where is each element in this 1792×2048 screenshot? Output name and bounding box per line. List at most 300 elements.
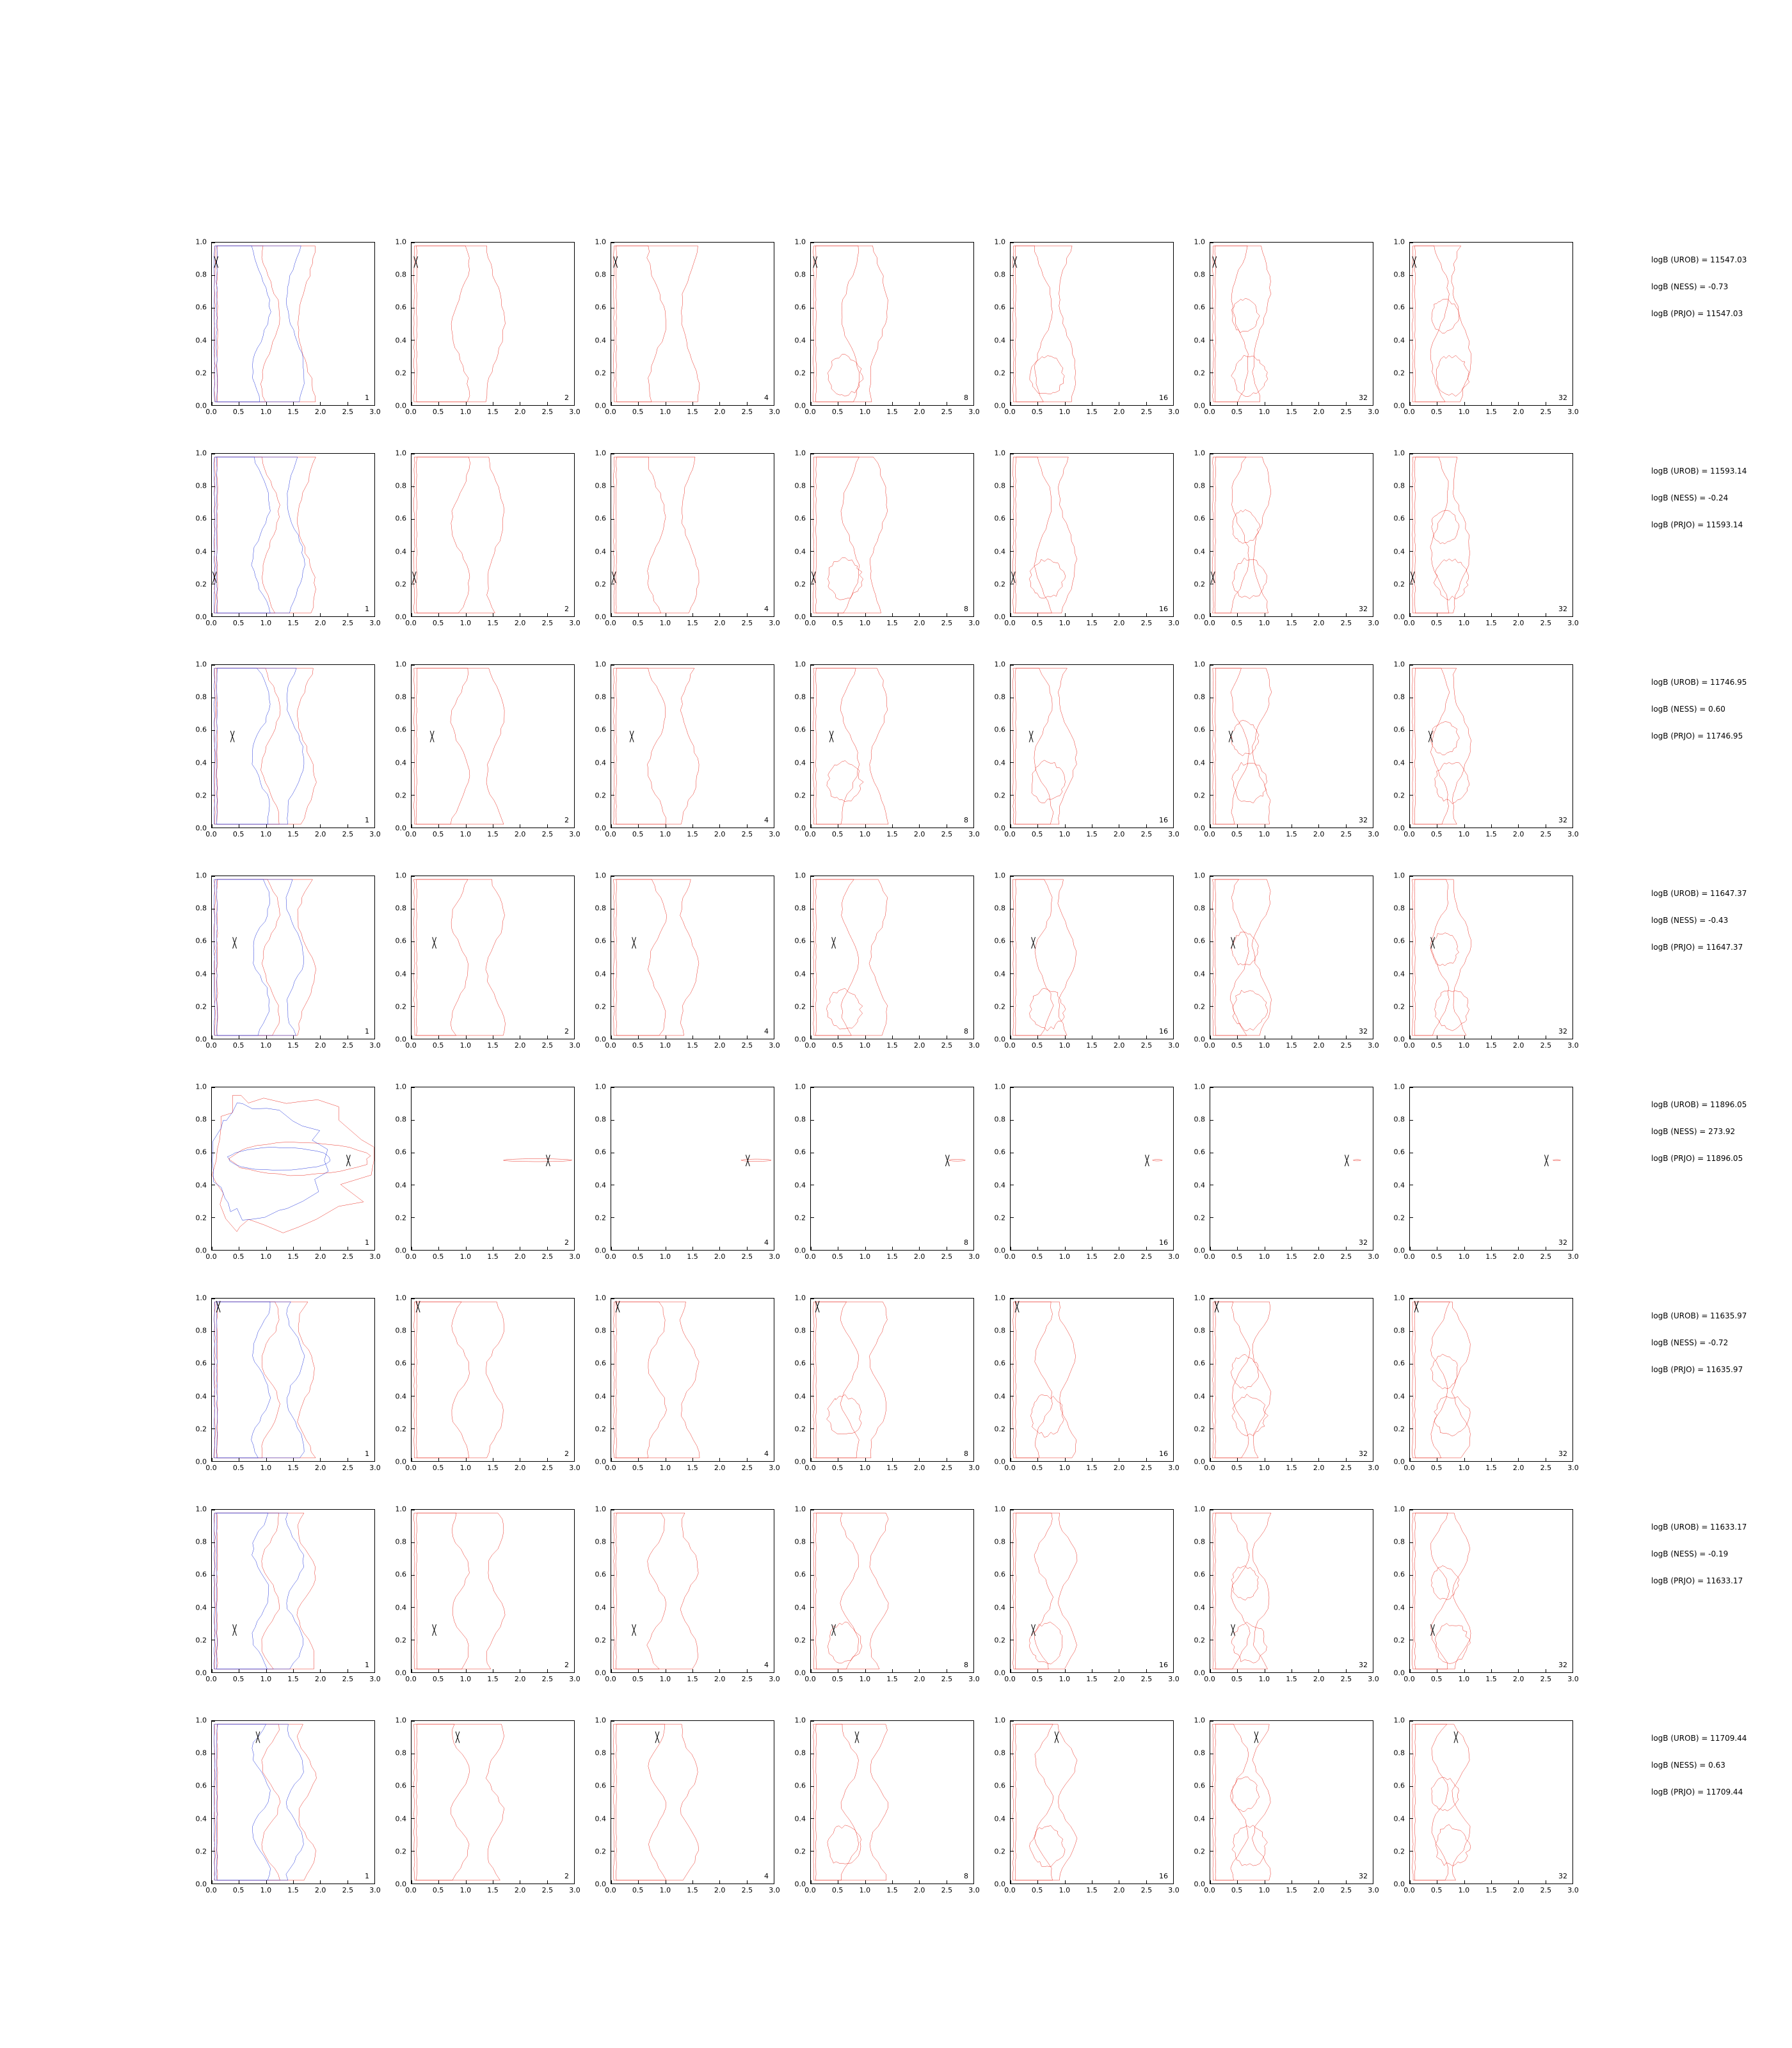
logb-prjo-label: logB (PRJO) = 11647.37 (1651, 943, 1743, 952)
subplot-r5-c4 (794, 1082, 980, 1261)
axes-frame (611, 1298, 774, 1462)
maximum-marker (412, 454, 574, 616)
x-tick (747, 613, 748, 616)
maximum-marker (811, 1299, 973, 1461)
x-tick-label: 2.5 (1540, 1886, 1552, 1894)
y-tick-label: 0.6 (595, 1570, 606, 1579)
x-tick-label: 3.0 (1567, 1041, 1579, 1050)
x-tick-label: 1.5 (1286, 1464, 1297, 1472)
y-tick-label: 0.8 (595, 270, 606, 279)
x-tick-label: 3.0 (369, 1886, 381, 1894)
y-tick-label: 1.0 (794, 1082, 806, 1091)
x-tick-labels (605, 406, 780, 420)
x-tick-label: 2.0 (514, 619, 526, 627)
y-tick (611, 1786, 614, 1787)
y-tick-label: 0.4 (595, 1603, 606, 1612)
x-tick (1491, 1880, 1492, 1884)
x-tick-label: 3.0 (1168, 1464, 1180, 1472)
x-tick (865, 402, 866, 405)
logb-ness-label: logB (NESS) = -0.43 (1651, 916, 1729, 925)
x-tick-label: 2.0 (1113, 1886, 1125, 1894)
x-tick-label: 1.5 (1485, 1464, 1497, 1472)
x-tick-label: 3.0 (968, 619, 980, 627)
y-tick-label: 1.0 (595, 871, 606, 880)
y-tick-labels (984, 660, 1010, 833)
y-tick-label: 0.8 (195, 1748, 207, 1757)
x-tick (1346, 1458, 1347, 1461)
x-tick-label: 3.0 (769, 1041, 780, 1050)
x-tick-label: 1.0 (859, 1886, 871, 1894)
x-tick (574, 402, 575, 405)
y-tick (1210, 519, 1213, 520)
y-tick-label: 0.0 (195, 1457, 207, 1466)
x-tick-label: 0.5 (232, 1675, 244, 1683)
x-tick-label: 0.0 (605, 1886, 616, 1894)
y-tick-label: 0.4 (195, 1181, 207, 1190)
x-tick (1318, 1247, 1319, 1250)
x-tick-label: 3.0 (968, 1675, 980, 1683)
x-tick (692, 824, 693, 828)
y-tick-label: 0.4 (1393, 1392, 1405, 1401)
y-tick (1410, 876, 1413, 877)
x-tick (1572, 1458, 1573, 1461)
x-tick-labels (1404, 406, 1579, 420)
x-tick-label: 0.5 (1031, 830, 1043, 838)
y-tick (1011, 1851, 1014, 1852)
y-tick (1410, 1217, 1413, 1218)
y-tick-label: 0.4 (794, 1392, 806, 1401)
y-tick-label: 1.0 (994, 449, 1005, 458)
y-tick (212, 941, 215, 942)
x-tick-label: 3.0 (769, 1675, 780, 1683)
x-tick (973, 824, 974, 828)
x-tick-label: 2.0 (1512, 830, 1524, 838)
y-tick-label: 1.0 (1393, 660, 1405, 669)
subplot-level-label: 4 (764, 816, 769, 824)
axes-frame (611, 1509, 774, 1673)
y-tick-label: 0.6 (1393, 1359, 1405, 1368)
x-tick (466, 824, 467, 828)
x-tick-label: 2.5 (941, 1041, 953, 1050)
x-tick (374, 1036, 375, 1039)
axes-frame (411, 1509, 575, 1673)
y-tick-label: 0.8 (1393, 1326, 1405, 1335)
x-tick (1237, 1669, 1238, 1672)
x-tick-label: 1.5 (886, 830, 898, 838)
y-tick-label: 1.0 (195, 449, 207, 458)
x-tick-labels (205, 1462, 381, 1476)
y-tick (611, 372, 614, 373)
y-tick-label: 0.2 (195, 791, 207, 800)
x-tick-label: 0.0 (1404, 1464, 1415, 1472)
x-tick (574, 613, 575, 616)
y-tick-label: 0.6 (994, 1148, 1005, 1156)
x-tick-label: 1.0 (460, 408, 472, 416)
x-tick-label: 0.5 (632, 408, 644, 416)
y-tick-label: 0.8 (1393, 1537, 1405, 1546)
x-tick-label: 0.5 (432, 408, 444, 416)
y-tick (811, 1607, 814, 1608)
x-tick-label: 2.0 (913, 1886, 925, 1894)
x-tick (1572, 1036, 1573, 1039)
y-tick (1410, 1607, 1413, 1608)
x-tick (865, 1880, 866, 1884)
y-tick-label: 0.0 (595, 1668, 606, 1677)
x-tick-label: 2.0 (714, 1041, 726, 1050)
x-tick-label: 3.0 (968, 1886, 980, 1894)
y-tick (611, 551, 614, 552)
row-annotation-r6 (1651, 1312, 1747, 1393)
x-tick-label: 0.0 (1004, 1886, 1016, 1894)
y-tick-label: 0.2 (1194, 1425, 1205, 1434)
y-tick (212, 1331, 215, 1332)
subplot-level-label: 32 (1558, 394, 1567, 402)
y-tick-label: 0.4 (195, 758, 207, 767)
x-tick-label: 0.0 (1404, 1252, 1415, 1261)
y-tick (212, 1575, 215, 1576)
x-tick-label: 1.5 (487, 1675, 499, 1683)
subplot-r1-c7 (1393, 237, 1579, 416)
x-tick-label: 0.0 (1004, 1464, 1016, 1472)
y-tick-label: 0.8 (195, 1115, 207, 1124)
y-tick-label: 0.0 (794, 1880, 806, 1889)
y-tick (412, 762, 415, 763)
y-tick-label: 0.8 (1393, 481, 1405, 490)
x-tick-label: 2.0 (1512, 1252, 1524, 1261)
axes-frame (1010, 1509, 1174, 1673)
x-tick-label: 1.5 (1086, 1886, 1098, 1894)
x-tick-label: 1.5 (287, 408, 299, 416)
maximum-marker (1210, 1721, 1373, 1884)
y-tick-label: 0.8 (794, 1748, 806, 1757)
maximum-marker (412, 876, 574, 1039)
x-tick-label: 1.5 (1086, 1041, 1098, 1050)
y-tick-label: 1.0 (395, 1505, 406, 1514)
y-tick (1210, 1087, 1213, 1088)
axes-frame (1210, 1087, 1373, 1251)
x-tick-label: 0.0 (605, 1464, 616, 1472)
maximum-marker (611, 1299, 774, 1461)
subplot-r3-c6 (1194, 660, 1379, 838)
x-tick-label: 3.0 (968, 1252, 980, 1261)
y-tick (212, 1087, 215, 1088)
y-tick-label: 0.0 (1194, 1668, 1205, 1677)
x-tick-label: 1.5 (1086, 619, 1098, 627)
x-tick-labels (804, 1462, 980, 1476)
subplot-r3-c3 (595, 660, 780, 838)
x-tick (374, 1247, 375, 1250)
x-tick-label: 1.0 (859, 1675, 871, 1683)
axes-frame (1010, 664, 1174, 828)
x-tick-label: 0.5 (432, 1041, 444, 1050)
x-tick-label: 0.5 (1430, 408, 1443, 416)
y-tick-label: 0.8 (595, 1537, 606, 1546)
x-tick (293, 1458, 294, 1461)
axes-frame (411, 876, 575, 1039)
y-tick-label: 0.4 (195, 1814, 207, 1823)
subplot-r3-c1 (195, 660, 381, 838)
maximum-marker (1210, 876, 1373, 1039)
x-tick-label: 1.5 (287, 1675, 299, 1683)
x-tick-labels (1004, 1462, 1180, 1476)
axes-frame (810, 453, 974, 617)
subplot-level-label: 1 (365, 1450, 369, 1458)
y-tick-label: 1.0 (395, 237, 406, 246)
x-tick-label: 0.5 (232, 1886, 244, 1894)
x-tick (1572, 1880, 1573, 1884)
x-tick-label: 1.0 (1059, 1464, 1071, 1472)
y-tick (412, 519, 415, 520)
x-tick-label: 0.5 (1031, 1252, 1043, 1261)
subplot-level-label: 2 (564, 1872, 569, 1880)
x-tick (1237, 824, 1238, 828)
y-tick-label: 1.0 (994, 660, 1005, 669)
x-tick-label: 1.5 (1086, 830, 1098, 838)
x-tick-label: 0.0 (605, 408, 616, 416)
x-tick-label: 1.0 (260, 408, 272, 416)
subplot-level-label: 16 (1159, 1661, 1168, 1669)
y-tick-label: 0.0 (595, 1035, 606, 1044)
y-tick (611, 973, 614, 974)
y-tick-label: 0.6 (395, 1570, 406, 1579)
logb-urob-label: logB (UROB) = 11593.14 (1651, 467, 1747, 476)
x-tick-label: 3.0 (1368, 1041, 1379, 1050)
y-tick (1011, 1217, 1014, 1218)
y-tick-label: 0.4 (595, 1392, 606, 1401)
x-tick (747, 1036, 748, 1039)
x-tick-label: 1.0 (1258, 830, 1270, 838)
subplot-level-label: 16 (1159, 1450, 1168, 1458)
x-tick-label: 0.0 (1404, 830, 1415, 838)
x-tick (1518, 1880, 1519, 1884)
x-tick (1464, 1458, 1465, 1461)
x-tick-label: 0.0 (205, 1675, 217, 1683)
x-tick-label: 0.5 (432, 1886, 444, 1894)
y-tick (811, 1721, 814, 1722)
x-tick (973, 1458, 974, 1461)
y-tick (1410, 551, 1413, 552)
y-tick-label: 0.4 (994, 336, 1005, 345)
x-tick (1237, 1880, 1238, 1884)
x-tick-label: 2.5 (1540, 408, 1552, 416)
y-tick-label: 0.0 (395, 1668, 406, 1677)
x-tick-label: 0.5 (831, 830, 844, 838)
row-annotation-r4 (1651, 890, 1747, 970)
subplot-r6-c1 (195, 1293, 381, 1472)
y-tick (611, 1217, 614, 1218)
y-tick-label: 0.2 (1393, 369, 1405, 378)
y-tick-label: 1.0 (395, 660, 406, 669)
y-tick-label: 1.0 (395, 449, 406, 458)
x-tick-label: 0.0 (205, 830, 217, 838)
y-tick-label: 0.2 (595, 1425, 606, 1434)
y-tick (1011, 762, 1014, 763)
y-tick (1410, 1087, 1413, 1088)
logb-prjo-label: logB (PRJO) = 11633.17 (1651, 1576, 1743, 1585)
y-tick (1011, 1607, 1014, 1608)
x-tick-label: 3.0 (1368, 1886, 1379, 1894)
x-tick-label: 2.5 (741, 619, 753, 627)
x-tick-label: 1.5 (487, 1041, 499, 1050)
y-tick-label: 0.4 (195, 1392, 207, 1401)
x-tick-label: 3.0 (769, 1464, 780, 1472)
x-tick (1065, 1669, 1066, 1672)
x-tick-label: 1.0 (460, 1252, 472, 1261)
y-tick-label: 0.0 (994, 824, 1005, 833)
y-tick-label: 0.2 (794, 1425, 806, 1434)
y-tick-labels (984, 1082, 1010, 1255)
x-tick-label: 1.5 (687, 1675, 698, 1683)
subplot-r4-c3 (595, 871, 780, 1050)
x-tick-label: 0.5 (1031, 1464, 1043, 1472)
maximum-marker (212, 665, 374, 828)
y-tick (611, 486, 614, 487)
x-tick (1464, 1669, 1465, 1672)
y-tick-label: 0.2 (1194, 369, 1205, 378)
axes-frame (411, 1720, 575, 1884)
subplot-r6-c6 (1194, 1293, 1379, 1472)
subplot-level-label: 4 (764, 1872, 769, 1880)
y-tick-labels (585, 1082, 611, 1255)
y-tick-label: 0.8 (1194, 692, 1205, 701)
y-tick-label: 0.6 (195, 303, 207, 312)
x-tick-label: 1.5 (287, 1252, 299, 1261)
x-tick-label: 2.5 (1140, 1464, 1153, 1472)
y-tick-label: 0.4 (1194, 336, 1205, 345)
y-tick-label: 0.8 (595, 1326, 606, 1335)
x-tick-label: 0.0 (405, 1886, 417, 1894)
x-tick (320, 1247, 321, 1250)
y-tick (412, 486, 415, 487)
subplot-r8-c1 (195, 1716, 381, 1894)
y-tick-label: 0.0 (1194, 1035, 1205, 1044)
axes-frame (411, 453, 575, 617)
y-tick-label: 0.0 (794, 1668, 806, 1677)
x-tick (638, 1458, 639, 1461)
x-tick-label: 0.0 (1004, 1041, 1016, 1050)
x-tick-label: 1.5 (687, 619, 698, 627)
subplot-level-label: 2 (564, 1450, 569, 1458)
x-tick (1491, 402, 1492, 405)
x-tick (865, 1458, 866, 1461)
x-tick-label: 3.0 (1168, 619, 1180, 627)
x-tick (892, 613, 893, 616)
x-tick-label: 1.0 (1258, 1675, 1270, 1683)
x-tick-label: 0.5 (1430, 1464, 1443, 1472)
subplot-level-label: 1 (365, 1872, 369, 1880)
x-tick-label: 3.0 (769, 619, 780, 627)
axes-frame (810, 1509, 974, 1673)
x-tick (1173, 1247, 1174, 1250)
x-tick-label: 3.0 (569, 1041, 580, 1050)
x-tick-label: 1.0 (1458, 408, 1470, 416)
y-tick-label: 0.2 (195, 1425, 207, 1434)
y-tick-label: 0.8 (195, 904, 207, 913)
x-tick (1518, 1036, 1519, 1039)
x-tick-label: 2.5 (541, 830, 554, 838)
y-tick-label: 0.6 (1194, 1781, 1205, 1790)
y-tick (811, 1087, 814, 1088)
x-tick (692, 1880, 693, 1884)
x-tick-label: 2.0 (314, 1252, 326, 1261)
y-tick-label: 0.0 (395, 612, 406, 621)
x-tick-label: 0.5 (232, 830, 244, 838)
y-tick-label: 0.2 (1393, 1636, 1405, 1645)
y-tick-label: 1.0 (994, 1082, 1005, 1091)
y-tick (611, 941, 614, 942)
y-tick-label: 0.6 (395, 1781, 406, 1790)
x-tick-label: 3.0 (968, 830, 980, 838)
x-tick-label: 0.5 (432, 619, 444, 627)
y-tick-label: 1.0 (994, 1505, 1005, 1514)
y-tick-label: 0.6 (595, 725, 606, 734)
x-tick-label: 0.0 (1404, 1886, 1415, 1894)
y-tick (212, 551, 215, 552)
x-tick-label: 1.5 (287, 1464, 299, 1472)
y-tick-label: 0.4 (994, 1603, 1005, 1612)
y-tick (611, 876, 614, 877)
y-tick-label: 0.0 (1393, 1246, 1405, 1255)
y-tick-label: 0.8 (195, 270, 207, 279)
axes-frame (1409, 876, 1573, 1039)
y-tick-label: 0.2 (1194, 1002, 1205, 1011)
x-tick-labels (804, 617, 980, 631)
y-tick-labels (385, 449, 411, 621)
maximum-marker (1011, 454, 1173, 616)
y-tick (1410, 1575, 1413, 1576)
y-tick-label: 0.6 (1393, 1781, 1405, 1790)
y-tick-labels (585, 660, 611, 833)
subplot-r2-c1 (195, 449, 381, 627)
y-tick-label: 0.6 (195, 1148, 207, 1156)
x-tick-label: 0.5 (632, 1041, 644, 1050)
subplot-r3-c2 (395, 660, 580, 838)
y-tick-label: 0.6 (195, 514, 207, 523)
axes-frame (611, 453, 774, 617)
x-tick-label: 0.5 (1430, 619, 1443, 627)
y-tick-labels (1384, 1293, 1409, 1466)
axes-frame (211, 453, 375, 617)
x-tick-label: 1.0 (1258, 1464, 1270, 1472)
y-tick-label: 0.4 (595, 1181, 606, 1190)
x-tick-label: 0.0 (605, 1041, 616, 1050)
subplot-r3-c4 (794, 660, 980, 838)
axes-frame (810, 242, 974, 406)
y-tick (212, 1428, 215, 1429)
y-tick-labels (186, 871, 211, 1044)
axes-frame (1210, 1298, 1373, 1462)
y-tick (412, 1851, 415, 1852)
y-tick (811, 973, 814, 974)
x-tick-label: 2.5 (1540, 1675, 1552, 1683)
x-tick-label: 3.0 (1567, 1252, 1579, 1261)
x-tick (1518, 1458, 1519, 1461)
y-tick-label: 1.0 (1194, 449, 1205, 458)
x-tick-label: 2.0 (314, 408, 326, 416)
y-tick (811, 519, 814, 520)
x-tick (1173, 1458, 1174, 1461)
logb-ness-label: logB (NESS) = 0.60 (1651, 705, 1725, 714)
x-tick-labels (1204, 1884, 1379, 1898)
x-tick-label: 1.5 (687, 1041, 698, 1050)
x-tick (892, 1036, 893, 1039)
y-tick-label: 1.0 (794, 1505, 806, 1514)
x-tick-label: 2.5 (1340, 1886, 1352, 1894)
x-tick-label: 2.5 (342, 1252, 354, 1261)
y-tick-label: 0.4 (1393, 1603, 1405, 1612)
subplot-level-label: 2 (564, 1027, 569, 1036)
maximum-marker (811, 1087, 973, 1250)
